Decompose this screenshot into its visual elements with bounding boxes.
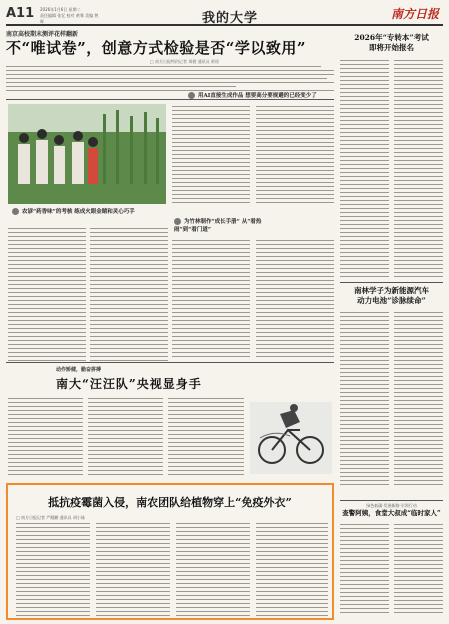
- feature-column-1: [16, 523, 90, 619]
- main-article-column-2: [172, 106, 250, 206]
- sidebar-canteen-col1: [340, 524, 389, 616]
- subhead-ai: [188, 92, 328, 100]
- middle-article-column-2: [88, 398, 163, 478]
- right-sidebar: [340, 30, 443, 498]
- section-title: 我的大学: [202, 11, 259, 26]
- cyclist-photo: [250, 402, 332, 474]
- middle-article-headline: 南大“汪汪队”央视显身手: [56, 377, 202, 391]
- feature-article-byline: □ 南方日报记者 严鲲鹏 通讯员 胡小妹: [16, 515, 85, 520]
- sidebar-title-canteen: 查警阿姨，食堂大叔成“临时家人”: [342, 509, 441, 517]
- sidebar-canteen-col2: [394, 524, 443, 616]
- main-article-column-5: [90, 228, 168, 364]
- sidebar-battery-col1: [340, 312, 389, 488]
- masthead: [6, 4, 443, 26]
- field-study-photo: [8, 104, 166, 204]
- main-article-kicker: 南京高校期末测评花样翻新: [6, 31, 79, 38]
- sidebar-kicker-canteen: 绿色低碳·发展新路·引领行动: [366, 503, 417, 508]
- issue-meta: [40, 7, 100, 25]
- main-article-headline: 不“唯试卷”，创意方式检验是否“学以致用”: [6, 39, 307, 57]
- main-article-column-6: [172, 240, 250, 360]
- subhead-ai-text: 用AI直接生成作品 想要高分要规避的已经变少了: [198, 93, 317, 99]
- issue-editors: 责任编辑 张忆 校对 黄骞 美编 曾晖: [40, 13, 99, 24]
- divider: [6, 362, 334, 363]
- middle-article-column-1: [8, 398, 83, 478]
- bullet-icon: [12, 208, 19, 215]
- main-article-byline: □ 南方日报特约记者 周健 通讯员 黄瑶: [150, 59, 219, 64]
- sidebar-title-battery-line1: 南林学子为新能源汽车: [354, 286, 429, 295]
- sidebar-title-battery: [340, 286, 443, 306]
- divider: [340, 500, 443, 501]
- sidebar-title-exam-line1: 2026年“专转本”考试: [354, 33, 429, 42]
- sidebar-battery-col2: [394, 312, 443, 488]
- main-article-column-7: [256, 240, 334, 360]
- page-number: A11: [6, 6, 35, 21]
- feature-article-box[interactable]: [6, 483, 334, 620]
- subhead-bamboo-text: 为竹林制作“成长手册” 从“看热闹”到“看门道”: [174, 219, 262, 233]
- issue-date: 2026年1月6日 星期二: [40, 7, 81, 12]
- middle-article-column-3: [168, 398, 244, 478]
- bullet-icon: [174, 218, 181, 225]
- feature-column-4: [256, 523, 328, 619]
- sidebar-title-exam-line2: 即将开始报名: [369, 43, 414, 52]
- feature-column-3: [176, 523, 250, 619]
- bullet-icon: [188, 92, 195, 99]
- sidebar-exam-col2: [394, 60, 443, 280]
- divider: [340, 282, 443, 283]
- main-article-column-3: [256, 106, 334, 206]
- newspaper-logo: 南方日报: [390, 7, 439, 21]
- sidebar-title-exam: [340, 33, 443, 53]
- sidebar-exam-col1: [340, 60, 389, 280]
- middle-article-kicker: 动作矫健，勤奋拼搏: [56, 367, 102, 373]
- subhead-bamboo: [174, 218, 284, 234]
- subhead-herbs: [12, 208, 162, 216]
- main-article-column-4: [8, 228, 86, 364]
- feature-column-2: [96, 523, 170, 619]
- feature-article-headline: 抵抗疫霉菌入侵，南农团队给植物穿上“免疫外衣”: [48, 496, 292, 509]
- subhead-herbs-text: 农谚“药香味”的考核 练成火眼金睛和灵心巧手: [22, 209, 135, 215]
- sidebar-title-battery-line2: 动力电池“诊脉续命”: [357, 296, 426, 305]
